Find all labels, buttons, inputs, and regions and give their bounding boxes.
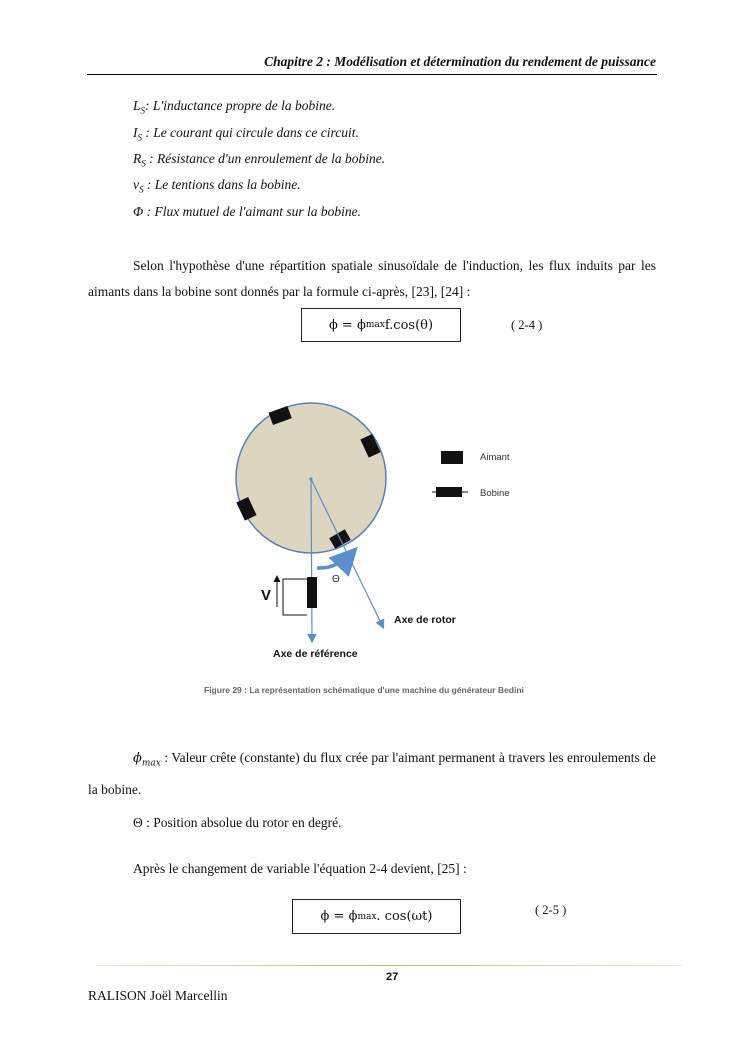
legend-coil-label: Bobine [480,488,510,499]
theta-label: Θ [332,574,340,585]
page-number: 27 [386,971,399,983]
definition-text: L'inductance propre de la bobine. [152,98,336,113]
legend-magnet-label: Aimant [480,452,510,463]
bedini-machine-diagram [225,395,475,670]
figure-legend [428,446,538,506]
definition-symbol: $R_S$ [133,151,146,169]
definition-is: $I_S$ : Le courant qui circule dans ce circuit. [133,125,359,143]
header-rule [87,74,657,75]
definition-rs: $R_S$ : Résistance d'un enroulement de la bobine. [133,151,386,169]
figure-caption: Figure 29 : La représentation schématique d'une machine du générateur Bedini [204,685,524,695]
equation-number-2-5: ( 2-5 ) [535,903,567,917]
definition-symbol: $v_S$ [133,177,144,195]
definition-vs: $v_S$ : Le tentions dans la bobine. [133,177,301,195]
definition-text: Résistance d'un enroulement de la bobine. [157,151,386,166]
definition-phi: Φ : Flux mutuel de l'aimant sur la bobine. [133,204,362,219]
footer-rule [96,965,682,966]
voltage-loop [283,579,307,615]
definition-ls: $L_S$: L'inductance propre de la bobine. [133,98,336,116]
phimax-definition: $\phi_{max}$ : Valeur crête (constante) du flux crée par l'aimant permanent à travers les enroulements de la bobine. [88,750,656,797]
definition-text: Le courant qui circule dans ce circuit. [153,125,359,140]
footer-author: RALISON Joël Marcellin [88,988,228,1003]
voltage-label: V [261,587,272,604]
legend-coil-swatch [436,487,462,497]
coil [307,577,317,608]
rotor-axis-label: Axe de rotor [394,614,456,626]
theta-definition: Θ : Position absolue du rotor en degré. [133,815,342,830]
legend-magnet-swatch [441,451,463,464]
equation-number-2-4: ( 2-4 ) [511,318,543,332]
definition-symbol: $I_S$ [133,125,142,143]
chapter-title: Chapitre 2 : Modélisation et détermination du rendement de puissance [264,54,656,69]
equation-2-4: ϕ = ϕ max f.cos(θ) [301,308,461,342]
definition-text: Le tentions dans la bobine. [154,177,301,192]
definition-symbol: $L_S$ [133,98,146,116]
equation-2-5: ϕ = ϕ max . cos(ωt) [292,899,461,934]
reference-axis-label: Axe de référence [273,648,358,660]
phimax-symbol: $\phi_{max}$ [133,751,161,769]
definition-text: Flux mutuel de l'aimant sur la bobine. [154,204,362,219]
definition-symbol: Φ [133,204,144,219]
paragraph-induction-hypothesis: Selon l'hypothèse d'une répartition spatiale sinusoïdale de l'induction, les flux induits par les aimants dans la bobine sont donnés par la formule ci-après, [23], [24] : [88,258,656,299]
paragraph-variable-change: Après le changement de variable l'équation 2-4 devient, [25] : [133,861,467,876]
